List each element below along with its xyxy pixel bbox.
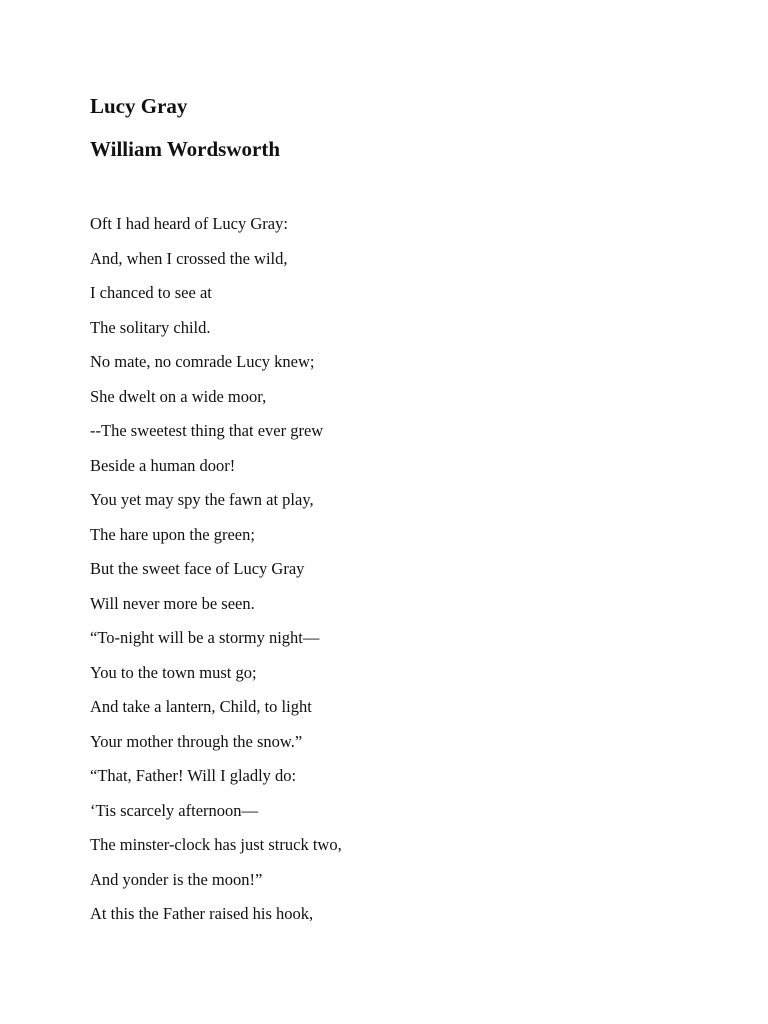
poem-line: And take a lantern, Child, to light — [90, 697, 312, 716]
poem-line: --The sweetest thing that ever grew — [90, 421, 324, 440]
poem-line: No mate, no comrade Lucy knew; — [90, 352, 315, 371]
poem-line: But the sweet face of Lucy Gray — [90, 559, 305, 578]
poem-line: Beside a human door! — [90, 455, 236, 475]
poem-line: At this the Father raised his hook, — [90, 904, 314, 923]
poem-title: Lucy Gray — [90, 94, 188, 118]
poem-line: She dwelt on a wide moor, — [90, 386, 267, 406]
poem-line: You yet may spy the fawn at play, — [90, 490, 314, 509]
poem-line: The minster-clock has just struck two, — [90, 835, 342, 854]
poem-line: You to the town must go; — [90, 662, 257, 682]
poem-line: Oft I had heard of Lucy Gray: — [90, 214, 288, 233]
poem-line: “That, Father! Will I gladly do: — [90, 766, 297, 785]
poem-line: The hare upon the green; — [90, 524, 255, 544]
poem-line: Your mother through the snow.” — [90, 731, 303, 751]
poem-line: ‘Tis scarcely afternoon— — [90, 800, 259, 820]
poem-line: “To-night will be a stormy night— — [90, 628, 320, 647]
poem-line: And yonder is the moon!” — [90, 869, 263, 889]
poem-author: William Wordsworth — [90, 137, 280, 161]
poem-line: I chanced to see at — [90, 283, 212, 302]
poem-body — [90, 207, 342, 932]
poem-line: Will never more be seen. — [90, 593, 255, 613]
poem-line: The solitary child. — [90, 317, 211, 337]
poem-line: And, when I crossed the wild, — [90, 248, 288, 268]
